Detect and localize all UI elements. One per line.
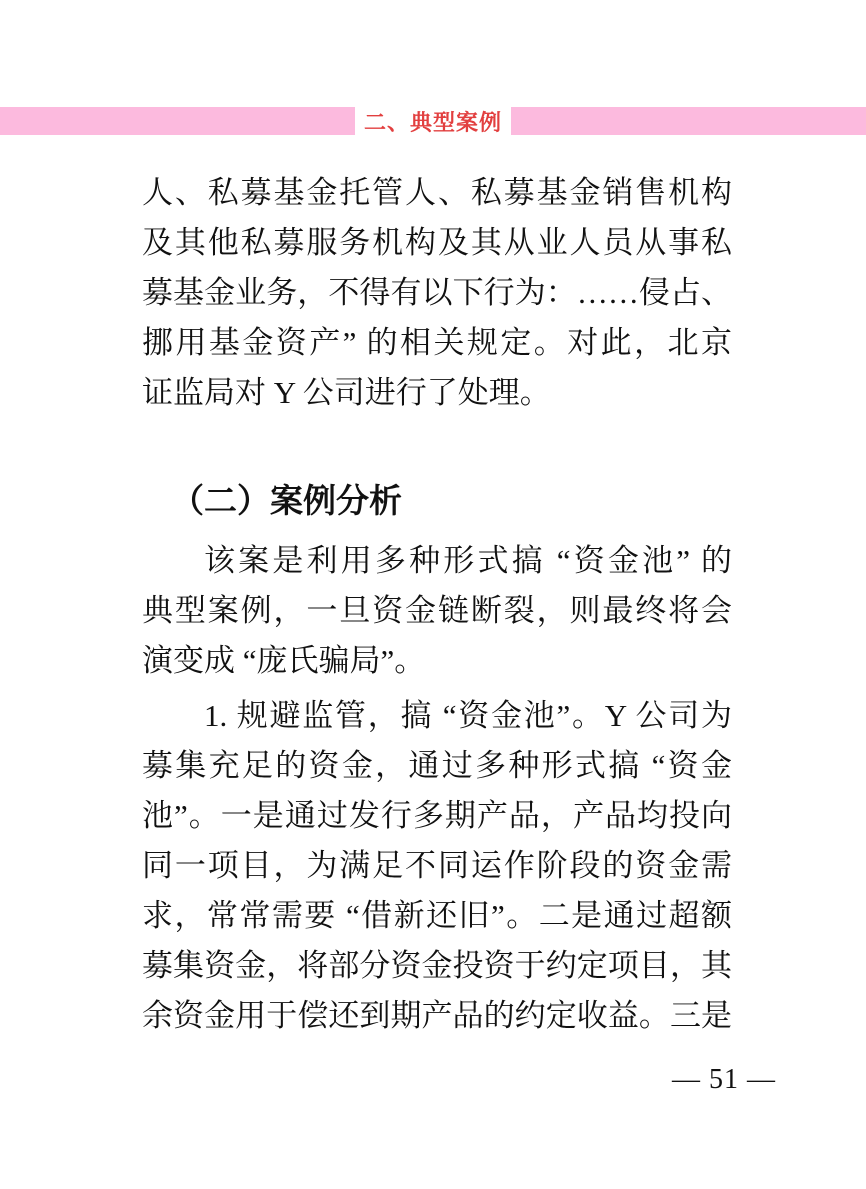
body-line: 募基金业务，不得有以下行为：……侵占、 xyxy=(142,275,732,310)
body-line: 人、私募基金托管人、私募基金销售机构 xyxy=(142,175,732,210)
body-line: 余资金用于偿还到期产品的约定收益。三是 xyxy=(142,998,732,1033)
body-line: 募集充足的资金，通过多种形式搞 “资金 xyxy=(142,748,732,783)
body-line: 求，常常需要 “借新还旧”。二是通过超额 xyxy=(142,898,732,933)
paragraph-case-summary xyxy=(142,536,732,686)
paragraph-point-one xyxy=(142,691,732,1041)
body-text-column xyxy=(142,168,732,1041)
body-line: 同一项目，为满足不同运作阶段的资金需 xyxy=(142,848,732,883)
header-band xyxy=(0,107,866,135)
body-line: 募集资金，将部分资金投资于约定项目，其 xyxy=(142,948,732,983)
body-line: 挪用基金资产” 的相关规定。对此，北京 xyxy=(142,325,732,360)
header-title-box xyxy=(355,103,511,139)
body-line: 池”。一是通过发行多期产品，产品均投向 xyxy=(142,798,732,833)
paragraph-regulation xyxy=(142,168,732,418)
chapter-header-title: 二、典型案例 xyxy=(363,109,502,135)
body-line: 1. 规避监管，搞 “资金池”。Y 公司为 xyxy=(204,698,732,733)
body-line: 演变成 “庞氏骗局”。 xyxy=(142,643,426,678)
body-line: 典型案例，一旦资金链断裂，则最终将会 xyxy=(142,593,732,628)
body-line: 证监局对 Y 公司进行了处理。 xyxy=(142,375,551,410)
body-line: 及其他私募服务机构及其从业人员从事私 xyxy=(142,225,732,260)
section-heading-case-analysis: （二）案例分析 xyxy=(171,482,402,519)
body-line: 该案是利用多种形式搞 “资金池” 的 xyxy=(204,543,732,578)
page-number: — 51 — xyxy=(672,1064,776,1095)
